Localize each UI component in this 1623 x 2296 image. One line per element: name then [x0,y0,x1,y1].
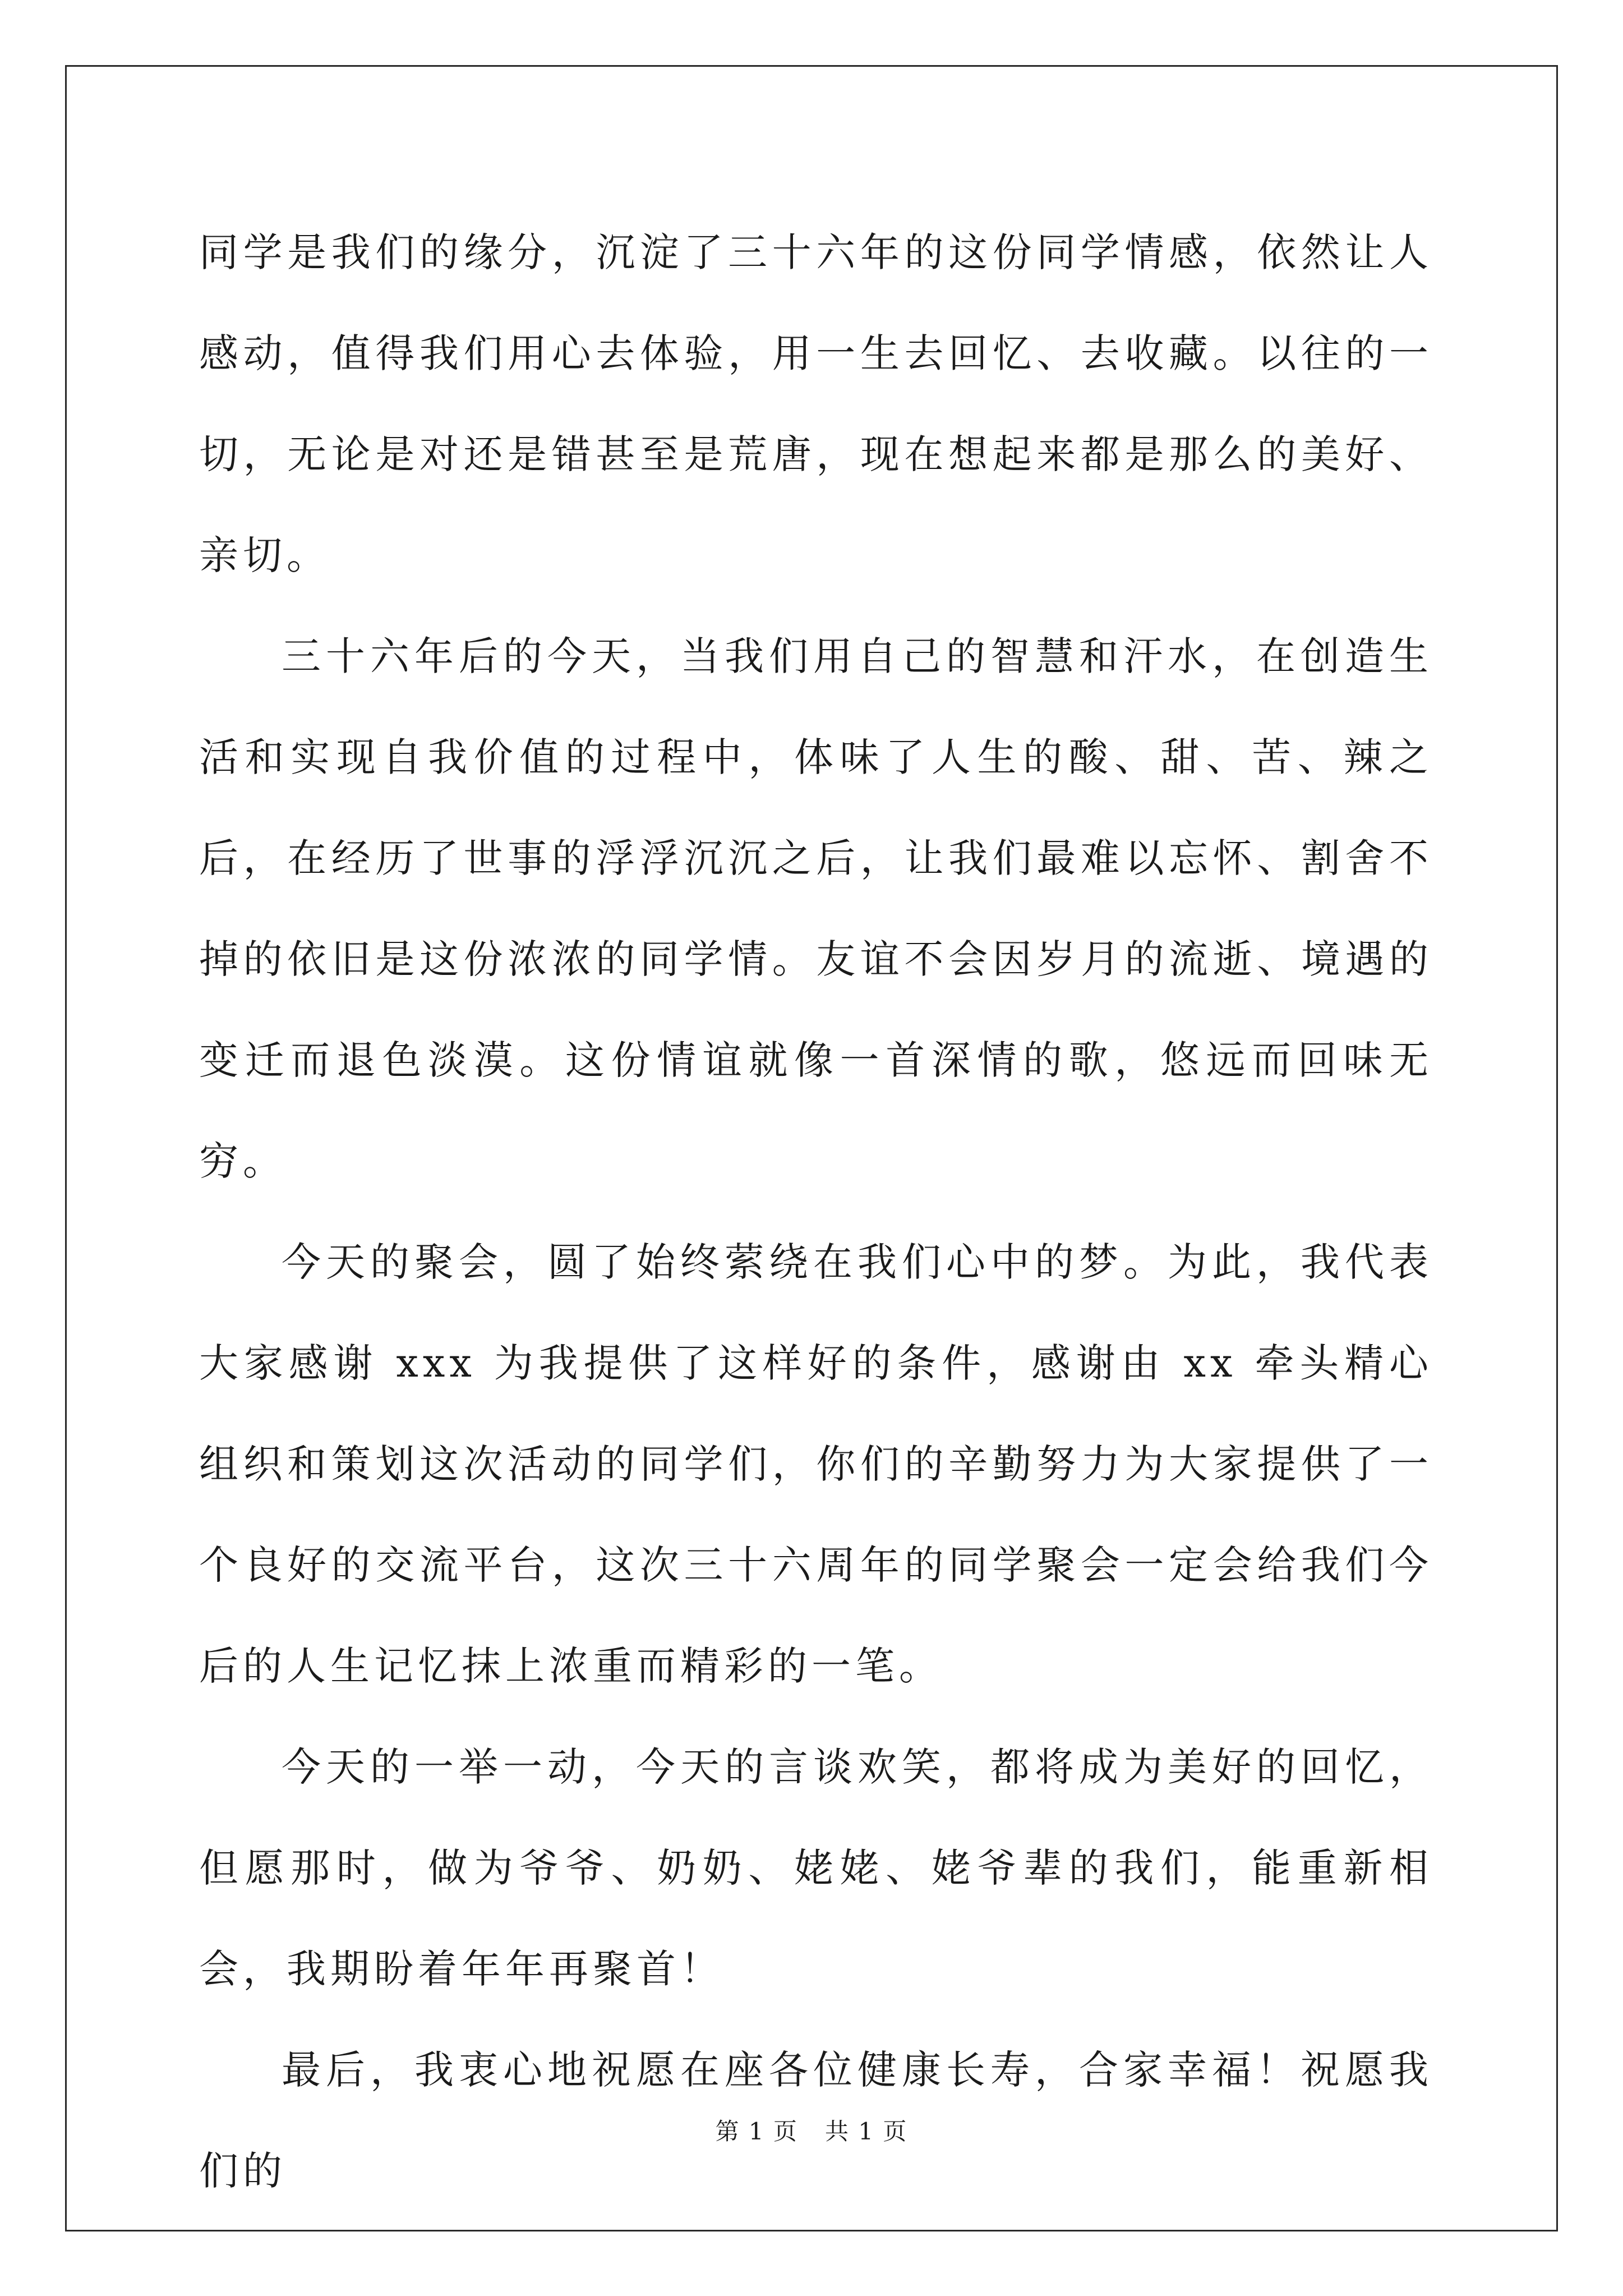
document-body [199,202,1433,2221]
page-footer [0,2115,1623,2148]
paragraph-1: 同学是我们的缘分，沉淀了三十六年的这份同学情感，依然让人感动，值得我们用心去体验，用一生去回忆、去收藏。以往的一切，无论是对还是错甚至是荒唐，现在想起来都是那么的美好、亲切。 [199,229,1433,578]
paragraph-5: 最后，我衷心地祝愿在座各位健康长寿，合家幸福！祝愿我们的 [199,2047,1433,2194]
paragraph-2: 三十六年后的今天，当我们用自己的智慧和汗水，在创造生活和实现自我价值的过程中，体味了人生的酸、甜、苦、辣之后，在经历了世事的浮浮沉沉之后，让我们最难以忘怀、割舍不掉的依旧是这份浓浓的同学情。友谊不会因岁月的流逝、境遇的变迁而退色淡漠。这份情谊就像一首深情的歌，悠远而回味无穷。 [199,633,1433,1184]
page-number-current: 第 1 页 [715,2118,798,2145]
paragraph-4: 今天的一举一动，今天的言谈欢笑，都将成为美好的回忆，但愿那时，做为爷爷、奶奶、姥姥、姥爷辈的我们，能重新相会，我期盼着年年再聚首！ [199,1744,1433,1992]
paragraph-3: 今天的聚会，圆了始终萦绕在我们心中的梦。为此，我代表大家感谢 xxx 为我提供了这样好的条件，感谢由 xx 牵头精心组织和策划这次活动的同学们，你们的辛勤努力为大家提供了一个良好的交流平台，这次三十六周年的同学聚会一定会给我们今后的人生记忆抹上浓重而精彩的一笔。 [199,1239,1433,1689]
page-number-total: 共 1 页 [825,2118,908,2145]
